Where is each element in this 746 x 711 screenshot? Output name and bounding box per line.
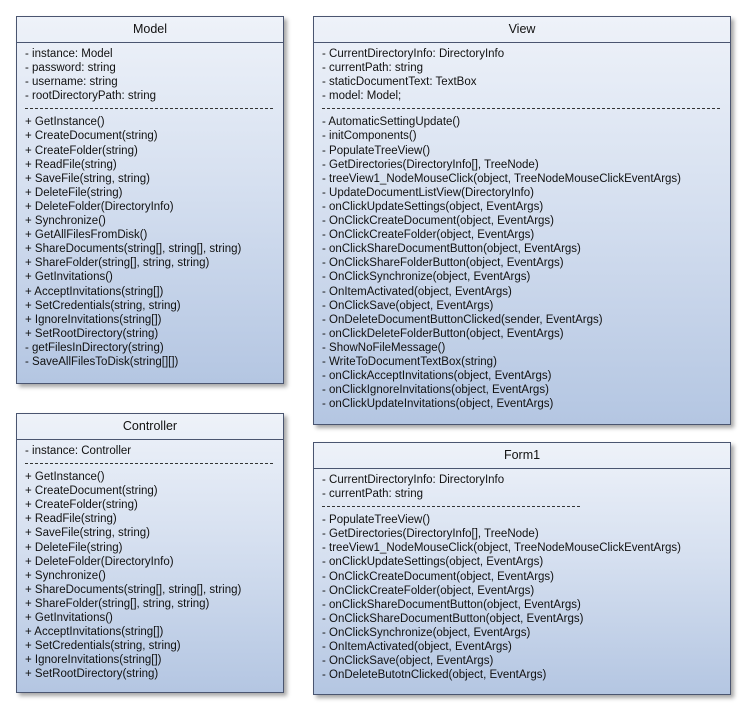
- class-method: - OnClickSynchronize(object, EventArgs): [322, 626, 531, 639]
- class-method: + GetInvitations(): [25, 612, 113, 625]
- class-attribute: - CurrentDirectoryInfo: DirectoryInfo: [322, 48, 505, 60]
- class-method: + SetCredentials(string, string): [25, 299, 181, 312]
- class-method: - OnClickCreateDocument(object, EventArgs): [322, 570, 554, 583]
- attribute-list: [25, 444, 283, 458]
- class-model[interactable]: [16, 16, 284, 384]
- class-method: - onClickDeleteFolderButton(object, EventArgs): [322, 327, 564, 340]
- class-method: + GetInvitations(): [25, 271, 113, 284]
- class-method: - OnClickSave(object, EventArgs): [322, 655, 494, 668]
- method-list: [25, 115, 283, 369]
- class-attribute: - instance: Model: [25, 48, 113, 60]
- class-method: - GetDirectories(DirectoryInfo[], TreeNode): [322, 158, 539, 171]
- class-method: - onClickAcceptInvitations(object, EventArgs): [322, 370, 552, 383]
- class-method: - OnClickShareDocumentButton(object, EventArgs): [322, 612, 584, 625]
- class-attribute: - instance: Controller: [25, 445, 132, 457]
- attribute-list: [25, 47, 283, 103]
- class-method: - OnClickShareFolderButton(object, EventArgs): [322, 257, 564, 270]
- method-list: [322, 115, 730, 411]
- section-divider: [322, 108, 720, 109]
- class-method: - OnItemActivated(object, EventArgs): [322, 641, 512, 654]
- class-attribute: - currentPath: string: [322, 62, 423, 75]
- attribute-list: [322, 473, 730, 501]
- class-method: + IgnoreInvitations(string[]): [25, 313, 162, 326]
- class-method: + CreateDocument(string): [25, 130, 158, 143]
- class-method: + ShareDocuments(string[], string[], string): [25, 243, 242, 256]
- class-method: - onClickUpdateSettings(object, EventArgs): [322, 200, 544, 213]
- class-method: + GetInstance(): [25, 471, 105, 484]
- class-method: + CreateFolder(string): [25, 499, 138, 512]
- class-method: - initComponents(): [322, 130, 417, 143]
- class-title: View: [314, 17, 730, 43]
- class-method: - UpdateDocumentListView(DirectoryInfo): [322, 186, 534, 199]
- class-attribute: - rootDirectoryPath: string: [25, 90, 157, 103]
- class-method: + DeleteFile(string): [25, 541, 123, 554]
- class-method: + SetRootDirectory(string): [25, 668, 159, 681]
- class-attribute: - username: string: [25, 76, 118, 89]
- class-attribute: - CurrentDirectoryInfo: DirectoryInfo: [322, 474, 505, 486]
- class-method: - onClickShareDocumentButton(object, EventArgs): [322, 598, 581, 611]
- class-method: + SetCredentials(string, string): [25, 640, 181, 653]
- class-attribute: - currentPath: string: [322, 488, 423, 501]
- class-method: + ShareDocuments(string[], string[], string): [25, 583, 242, 596]
- class-method: - WriteToDocumentTextBox(string): [322, 355, 497, 368]
- class-method: + Synchronize(): [25, 569, 106, 582]
- class-method: - SaveAllFilesToDisk(string[][]): [25, 355, 179, 368]
- class-title: Controller: [17, 414, 283, 440]
- section-divider: [25, 463, 273, 464]
- class-method: + CreateFolder(string): [25, 144, 138, 157]
- class-method: + GetInstance(): [25, 116, 105, 129]
- method-list: [322, 513, 730, 682]
- section-divider: [25, 108, 273, 109]
- class-method: - onClickIgnoreInvitations(object, EventArgs): [322, 384, 549, 397]
- method-list: [25, 470, 283, 681]
- class-method: + SaveFile(string, string): [25, 527, 150, 540]
- class-method: + AcceptInvitations(string[]): [25, 285, 164, 298]
- class-method: + DeleteFolder(DirectoryInfo): [25, 555, 174, 568]
- class-method: - OnClickCreateFolder(object, EventArgs): [322, 229, 535, 242]
- class-method: + SaveFile(string, string): [25, 172, 150, 185]
- class-method: + DeleteFile(string): [25, 186, 123, 199]
- class-title: Form1: [314, 443, 730, 469]
- class-method: + SetRootDirectory(string): [25, 327, 159, 340]
- class-method: - OnClickCreateFolder(object, EventArgs): [322, 584, 535, 597]
- class-method: - OnClickSave(object, EventArgs): [322, 299, 494, 312]
- class-method: + ShareFolder(string[], string, string): [25, 257, 210, 270]
- class-method: + ReadFile(string): [25, 158, 117, 171]
- class-method: - OnClickCreateDocument(object, EventArgs): [322, 215, 554, 228]
- class-method: - OnItemActivated(object, EventArgs): [322, 285, 512, 298]
- class-method: - onClickShareDocumentButton(object, EventArgs): [322, 243, 581, 256]
- class-form1[interactable]: [313, 442, 731, 695]
- class-method: + AcceptInvitations(string[]): [25, 626, 164, 639]
- class-method: - PopulateTreeView(): [322, 144, 431, 157]
- attribute-list: [322, 47, 730, 103]
- class-method: - onClickUpdateInvitations(object, EventArgs): [322, 398, 554, 411]
- class-method: - treeView1_NodeMouseClick(object, TreeNodeMouseClickEventArgs): [322, 172, 681, 185]
- class-method: - ShowNoFileMessage(): [322, 341, 446, 354]
- class-method: + GetAllFilesFromDisk(): [25, 229, 148, 242]
- class-title: Model: [17, 17, 283, 43]
- class-method: - getFilesInDirectory(string): [25, 341, 164, 354]
- class-method: - PopulateTreeView(): [322, 514, 431, 527]
- class-method: - AutomaticSettingUpdate(): [322, 116, 461, 129]
- section-divider: [322, 506, 580, 507]
- class-method: + ShareFolder(string[], string, string): [25, 597, 210, 610]
- class-method: - onClickUpdateSettings(object, EventArgs): [322, 556, 544, 569]
- class-method: + CreateDocument(string): [25, 485, 158, 498]
- class-method: - treeView1_NodeMouseClick(object, TreeNodeMouseClickEventArgs): [322, 542, 681, 555]
- class-attribute: - staticDocumentText: TextBox: [322, 76, 477, 89]
- class-attribute: - model: Model;: [322, 90, 402, 103]
- class-method: + ReadFile(string): [25, 513, 117, 526]
- class-controller[interactable]: [16, 413, 284, 693]
- class-method: - OnDeleteDocumentButtonClicked(sender, EventArgs): [322, 313, 603, 326]
- class-method: + IgnoreInvitations(string[]): [25, 654, 162, 667]
- class-method: + DeleteFolder(DirectoryInfo): [25, 200, 174, 213]
- class-attribute: - password: string: [25, 62, 116, 75]
- class-method: - OnDeleteButotnClicked(object, EventArgs): [322, 669, 547, 682]
- class-view[interactable]: [313, 16, 731, 425]
- class-method: - GetDirectories(DirectoryInfo[], TreeNode): [322, 528, 539, 541]
- class-method: - OnClickSynchronize(object, EventArgs): [322, 271, 531, 284]
- class-method: + Synchronize(): [25, 215, 106, 228]
